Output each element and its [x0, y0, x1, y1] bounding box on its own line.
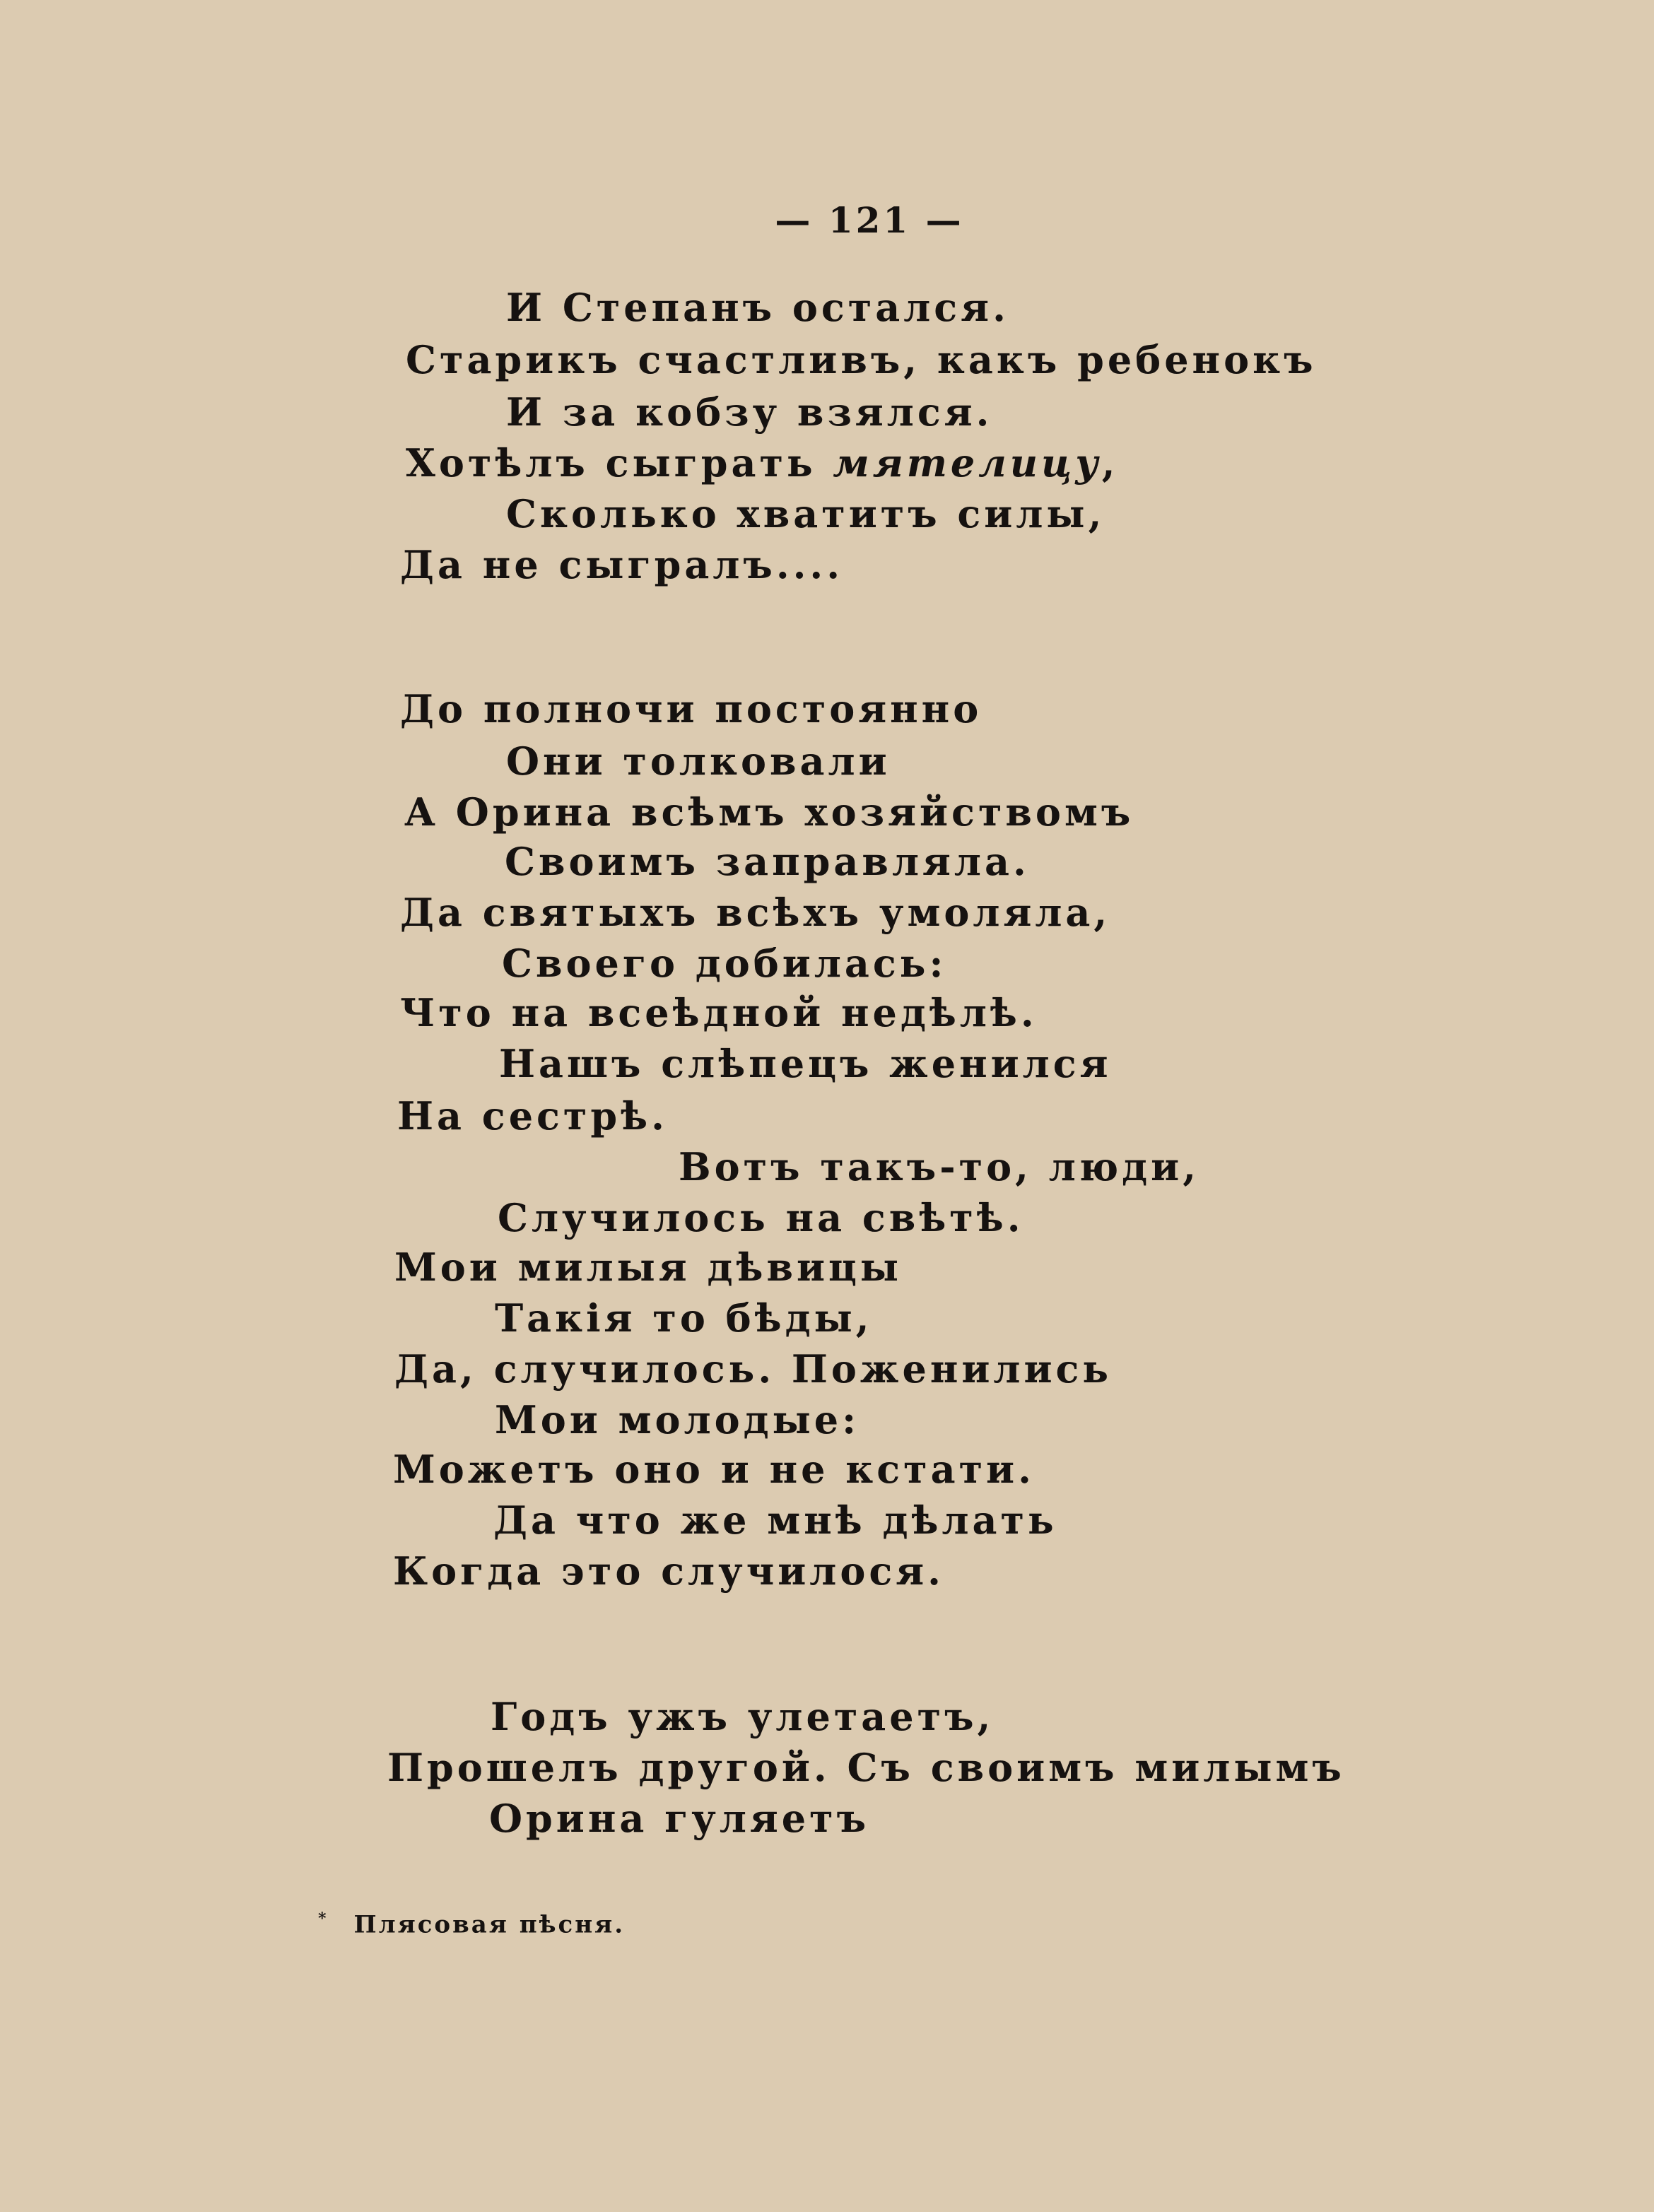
stanza2-line17: Да что же мнѣ дѣлать — [493, 1498, 1057, 1543]
stanza2-line16: Можетъ оно и не кстати. — [393, 1447, 1035, 1492]
stanza1-line4 — [406, 440, 1119, 486]
footnote-mark: * — [318, 1910, 329, 1928]
stanza1-line4-text: Хотѣлъ сыграть — [406, 440, 833, 486]
stanza1-line2: Старикъ счастливъ, какъ ребенокъ — [406, 337, 1317, 382]
stanza1-line4-italic-word: мятелицу — [833, 440, 1102, 486]
stanza2-line12: Мои милыя дѣвицы — [394, 1245, 903, 1290]
stanza2-line1: До полночи постоянно — [400, 686, 983, 731]
stanza2-line13: Такія то бѣды, — [495, 1295, 873, 1341]
stanza2-line5: Да святыхъ всѣхъ умоляла, — [400, 890, 1111, 935]
stanza2-line7: Что на всеѣдной недѣлѣ. — [400, 990, 1038, 1035]
stanza2-line18: Когда это случилося. — [393, 1548, 944, 1594]
stanza3-line2: Прошелъ другой. Съ своимъ милымъ — [387, 1745, 1345, 1790]
stanza1-line4-comma: , — [1101, 440, 1119, 486]
stanza3-line3: Орина гуляетъ — [489, 1796, 870, 1841]
footnote — [318, 1910, 625, 1939]
stanza1-line6: Да не сыгралъ.... — [400, 542, 844, 587]
stanza2-line10: Вотъ такъ-то, люди, — [679, 1144, 1200, 1189]
stanza2-line15: Мои молодые: — [495, 1397, 860, 1442]
stanza2-line6: Своего добилась: — [502, 941, 947, 986]
stanza2-line11: Случилось на свѣтѣ. — [498, 1195, 1024, 1240]
stanza2-line9: На сестрѣ. — [397, 1093, 668, 1139]
stanza1-line1: И Степанъ остался. — [506, 285, 1009, 330]
stanza1-line5: Сколько хватитъ силы, — [506, 491, 1105, 536]
page-number: — 121 — — [775, 199, 964, 241]
stanza2-line4: Своимъ заправляла. — [505, 839, 1030, 884]
stanza2-line3: А Орина всѣмъ хозяйствомъ — [404, 789, 1134, 835]
stanza3-line1: Годъ ужъ улетаетъ, — [491, 1694, 995, 1739]
stanza2-line2: Они толковали — [506, 739, 891, 784]
stanza1-line3: И за кобзу взялся. — [506, 389, 993, 435]
stanza2-line14: Да, случилось. Поженились — [394, 1346, 1113, 1392]
stanza2-line8: Нашъ слѣпецъ женился — [499, 1041, 1112, 1086]
footnote-text: Плясовая пѣсня. — [353, 1910, 626, 1939]
